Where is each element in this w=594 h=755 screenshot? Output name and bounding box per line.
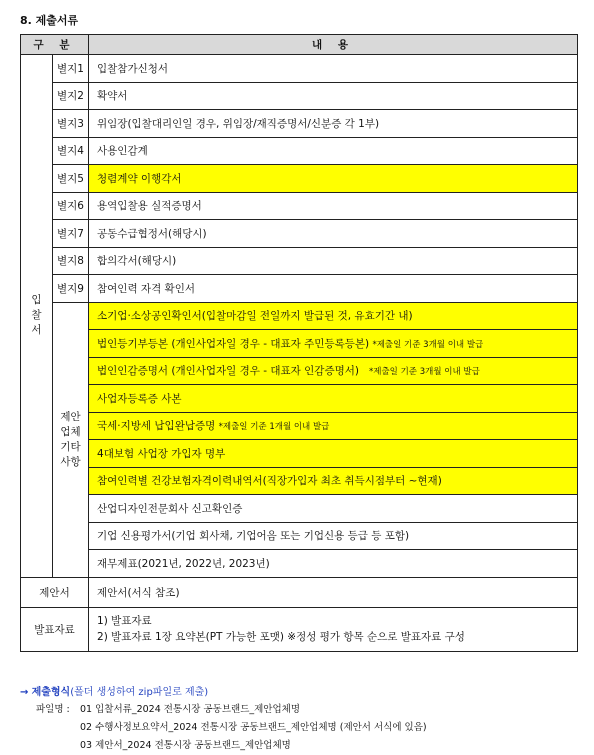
table-row [21,440,578,468]
annex-code: 별지2 [53,82,89,110]
table-row [21,192,578,220]
table-row [21,385,578,413]
group-other-items: 제안업체기타사항 [53,302,89,577]
annex-content: 공동수급협정서(해당시) [89,220,578,248]
annex-code: 별지7 [53,220,89,248]
table-row [21,137,578,165]
annex-code: 별지1 [53,55,89,83]
issue-note: *제출일 기준 3개월 이내 발급 [369,367,480,378]
group-bid-documents: 입찰서 [21,55,53,578]
table-row [21,247,578,275]
other-content: 산업디자인전문회사 신고확인증 [89,495,578,523]
table-row-presentation [21,607,578,651]
table-row [21,55,578,83]
annex-code: 별지6 [53,192,89,220]
proposal-content: 제안서(서식 참조) [89,577,578,607]
presentation-content [89,607,578,651]
file-name: 03 제안서_2024 전통시장 공동브랜드_제안업체명 [80,740,291,751]
annex-code: 별지5 [53,165,89,193]
annex-code: 별지8 [53,247,89,275]
submission-format [20,683,208,698]
file-name-list [36,701,427,755]
annex-content: 합의각서(해당시) [89,247,578,275]
submission-documents-table [20,34,578,652]
file-name: 02 수행사정보요약서_2024 전통시장 공동브랜드_제안업체명 (제안서 서식에 있음) [80,722,427,733]
other-content: 재무제표(2021년, 2022년, 2023년) [89,550,578,578]
issue-note: *제출일 기준 1개월 이내 발급 [218,422,330,433]
table-row [21,522,578,550]
table-row-proposal [21,577,578,607]
annex-code: 별지3 [53,110,89,138]
annex-content: 확약서 [89,82,578,110]
section-title: 8. 제출서류 [20,14,79,27]
format-note: (폴더 생성하여 zip파일로 제출) [70,687,209,698]
other-content: 국세·지방세 납입완납증명 *제출일 기준 1개월 이내 발급 [89,412,578,440]
annex-code: 별지9 [53,275,89,303]
presentation-line: 2) 발표자료 1장 요약본(PT 가능한 포맷) ※정성 평가 항목 순으로 발표자료 구성 [97,631,465,643]
table-row [21,412,578,440]
other-content: 4대보험 사업장 가입자 명부 [89,440,578,468]
issue-note: *제출일 기준 3개월 이내 발급 [372,339,484,350]
presentation-line: 1) 발표자료 [97,615,152,627]
table-row [21,275,578,303]
presentation-label: 발표자료 [21,607,89,651]
annex-content: 청렴계약 이행각서 [89,165,578,193]
annex-content: 참여인력 자격 확인서 [89,275,578,303]
table-row [21,220,578,248]
annex-content: 사용인감계 [89,137,578,165]
table-row [21,550,578,578]
annex-content: 용역입찰용 실적증명서 [89,192,578,220]
table-row [21,110,578,138]
other-content: 기업 신용평가서(기업 회사채, 기업어음 또는 기업신용 등급 등 포함) [89,522,578,550]
annex-code: 별지4 [53,137,89,165]
table-row [21,467,578,495]
annex-content: 위임장(입찰대리인일 경우, 위임장/재직증명서/신분증 각 1부) [89,110,578,138]
other-content: 참여인력별 건강보험자격이력내역서(직장가입자 최초 취득시점부터 ~현재) [89,467,578,495]
proposal-label: 제안서 [21,577,89,607]
header-category: 구 분 [21,35,89,55]
table-row [21,302,578,330]
table-header-row [21,35,578,55]
other-content: 법인등기부등본 (개인사업자일 경우 - 대표자 주민등록등본) *제출일 기준 3개월 이내 발급 [89,330,578,358]
header-content: 내 용 [89,35,578,55]
table-row [21,495,578,523]
table-row [21,357,578,385]
table-row [21,82,578,110]
format-label: 제출형식 [31,687,71,698]
arrow-icon: → [20,687,29,698]
table-row [21,330,578,358]
file-name: 01 입찰서류_2024 전통시장 공동브랜드_제안업체명 [80,704,301,715]
file-label: 파일명 : [36,704,70,715]
other-content: 사업자등록증 사본 [89,385,578,413]
other-content: 소기업·소상공인확인서(입찰마감일 전일까지 발급된 것, 유효기간 내) [89,302,578,330]
table-row [21,165,578,193]
other-content: 법인인감증명서 (개인사업자일 경우 - 대표자 인감증명서) *제출일 기준 3개월 이내 발급 [89,357,578,385]
annex-content: 입찰참가신청서 [89,55,578,83]
